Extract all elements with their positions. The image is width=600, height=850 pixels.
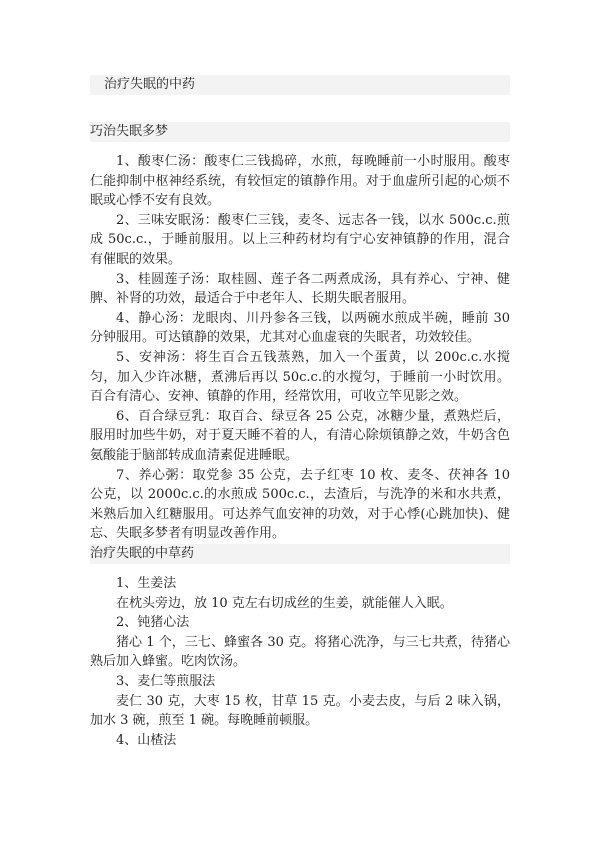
remedy-paragraph: 2、三味安眠汤：酸枣仁三钱，麦冬、远志各一钱，以水 500c.c.煎成 50c.c.，于睡前服用。以上三种药材均有宁心安神镇静的作用，混合有催眠的效果。 — [90, 212, 510, 267]
herb-method-title: 2、钝猪心法 — [116, 615, 190, 631]
page-title: 治疗失眠的中药 — [90, 75, 510, 95]
herb-method-title: 3、麦仁等煎服法 — [116, 673, 216, 689]
herb-method-body: 猪心 1 个，三七、蜂蜜各 30 克。将猪心洗净，与三七共煮，待猪心熟后加入蜂蜜。吃肉饮汤。 — [90, 634, 510, 670]
herb-method-body: 在枕头旁边，放 10 克左右切成丝的生姜，就能催人入眠。 — [116, 595, 453, 611]
remedy-paragraph: 3、桂圆莲子汤：取桂圆、莲子各二两煮成汤，具有养心、宁神、健脾、补肾的功效，最适合于中老年人、长期失眠者服用。 — [90, 271, 510, 307]
herb-method-body: 麦仁 30 克，大枣 15 枚，甘草 15 克。小麦去皮，与后 2 味入锅，加水 3 碗，煎至 1 碗。每晚睡前顿服。 — [90, 693, 510, 729]
remedy-paragraph: 5、安神汤：将生百合五钱蒸熟，加入一个蛋黄，以 200c.c.水搅匀，加入少许冰糖，煮沸后再以 50c.c.的水搅匀，于睡前一小时饮用。百合有清心、安神、镇静的作用，经常饮用，可收立竿见影之效。 — [90, 349, 510, 405]
remedy-paragraph: 4、静心汤：龙眼肉、川丹参各三钱，以两碗水煎成半碗，睡前 30 分钟服用。可达镇静的效果，尤其对心血虚衰的失眠者，功效较佳。 — [90, 310, 510, 346]
section-heading-1: 巧治失眠多梦 — [90, 122, 510, 142]
herb-method-title: 1、生姜法 — [116, 576, 177, 591]
remedy-paragraph: 1、酸枣仁汤：酸枣仁三钱捣碎，水煎，每晚睡前一小时服用。酸枣仁能抑制中枢神经系统，有较恒定的镇静作用。对于血虚所引起的心烦不眠或心悸不安有良效。 — [90, 154, 510, 209]
remedy-paragraph: 6、百合绿豆乳：取百合、绿豆各 25 公克，冰糖少量，煮熟烂后，服用时加些牛奶，对于夏天睡不着的人，有清心除烦镇静之效，牛奶含色氨酸能于脑部转成血清素促进睡眠。 — [90, 408, 510, 463]
section-1-body — [90, 152, 510, 544]
remedy-paragraph: 7、养心粥：取党参 35 公克，去子红枣 10 枚、麦冬、茯神各 10 公克，以 2000c.c.的水煎成 500c.c.，去渣后，与洗净的米和水共煮，米熟后加入红糖服用。可达养气血安神的功效，对于心悸(心跳加快)、健忘、失眠多梦者有明显改善作用。 — [90, 467, 510, 542]
herb-method-title: 4、山楂法 — [116, 732, 177, 748]
section-heading-2: 治疗失眠的中草药 — [90, 544, 510, 564]
section-2-body — [90, 574, 510, 750]
